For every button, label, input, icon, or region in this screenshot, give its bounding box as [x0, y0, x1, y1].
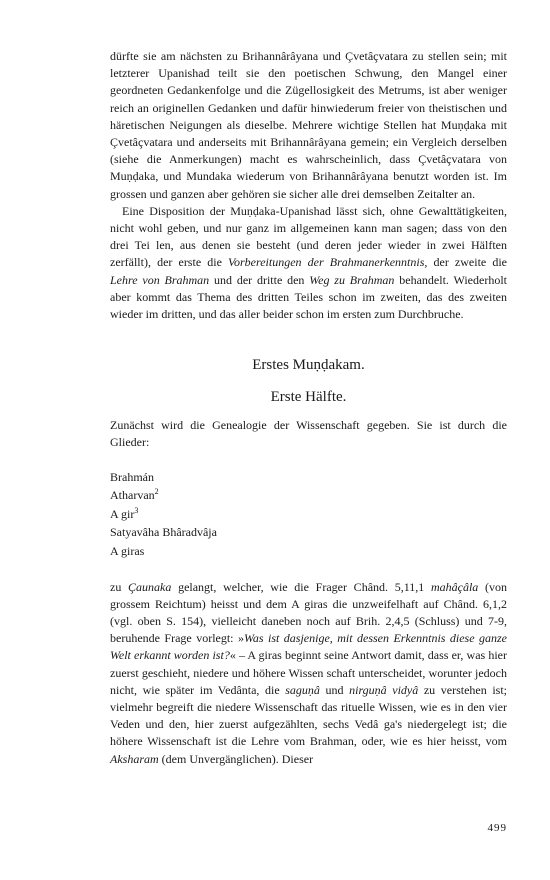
lineage-item — [110, 523, 507, 542]
text-run: gelangt, welcher, wie die Frager Chând. 5,11,1 — [171, 579, 431, 594]
subsection-heading: Erste Hälfte. — [270, 389, 347, 406]
emphasis-text: Vorbereitungen der Brahmanerkenntnis, — [228, 255, 428, 270]
emphasis-text: Weg zu Brahman — [309, 272, 395, 287]
emphasis-text: Aksharam — [110, 751, 159, 766]
paragraph-3 — [110, 579, 507, 768]
lineage-item — [110, 468, 507, 487]
emphasis-text: saguṇâ — [285, 682, 320, 697]
lineage-name: A gir — [110, 506, 135, 521]
lineage-item — [110, 505, 507, 524]
paragraph-1 — [110, 48, 507, 203]
lineage-item — [110, 486, 507, 505]
text-run: und — [319, 682, 350, 697]
emphasis-text: Çaunaka — [128, 579, 172, 594]
text-run: der zweite die — [427, 255, 507, 270]
page-number: 499 — [487, 822, 507, 834]
emphasis-text: Was ist dasjenige, mit dessen Erkenntnis diese ganze Welt erkannt worden ist? — [110, 631, 507, 663]
lineage-list — [110, 468, 507, 561]
text-run: und der dritte den — [209, 272, 310, 287]
text-run: (dem Unvergänglichen). Dieser — [158, 751, 314, 766]
lineage-name: Brahmán — [110, 469, 154, 484]
page-body — [110, 48, 507, 768]
lineage-name: Atharvan — [110, 488, 155, 503]
lineage-name: A giras — [110, 544, 145, 559]
text-run: zu verstehen ist; vielmehr begreift die niedere Wissenschaft das rituelle Wissen, wie es in den vier Veden und den, hier zuerst aufgezählten, sechs Vedâ ga's niedergelegt ist; die höhere Wissenschaft ist die Lehre vom Brahman, oder, wie es hier heisst, vom — [110, 682, 508, 749]
lineage-name: Satyavâha Bhâradvâja — [110, 525, 217, 540]
text-run: « – A giras beginnt seine Antwort damit, dass er, was hier zuerst geschieht, niedere und höhere Wissen schaft unterscheidet, worunter jedoch nicht, wie später im Vedânta, die — [110, 648, 507, 697]
emphasis-text: mahâçâla — [430, 579, 479, 594]
text-run: (von grossem Reichtum) heisst und dem A giras die unzweifelhaft auf Chând. 6,1,2 (vgl. oben S. 154), vielleicht daneben noch auf Brih. 2,4,5 (Schluss) und 7-9, beruhende Frage vorlegt: » — [110, 579, 507, 646]
text-run: Eine Disposition der Muṇḍaka-Upanishad lässt sich, ohne Gewalttätigkeiten, nicht wohl geben, und nur ganz im allgemeinen kann man sagen; dass von den drei Tei len, aus denen sie besteht (und deren jeder wieder in zwei Hälften zerfällt), der erste die — [110, 203, 507, 270]
section-heading: Erstes Muṇḍakam. — [252, 357, 365, 374]
lineage-item — [110, 542, 507, 561]
text-run: dürfte sie am nächsten zu Brihannârâyana und Çvetâçvatara zu stellen sein; mit letzterer Upanishad teilt sie den poetischen Schwung, den Mangel einer geordneten Gedankenfolge und die Zügellosigkeit des Metrums, ist aber weniger reich an originellen Gedanken und dafür hinwiederum freier von theistischen und häretischen Neigungen als dieselbe. Mehrere wichtige Stellen hat Muṇḍaka mit Çvetâçvatara und anderseits mit Brihannârâyana gemein; ein Vergleich derselben (siehe die Anmerkungen) macht es wahrscheinlich, dass Çvetâçvatara von Muṇḍaka, und Mundaka wiederum von Brihannârâyana benutzt worden ist. Im grossen und ganzen aber gehören sie sicher alle drei demselben Zeitalter an. — [110, 49, 507, 201]
emphasis-text: Lehre von Brahman — [110, 272, 210, 287]
paragraph-2 — [110, 203, 507, 323]
text-run: zu — [110, 579, 129, 594]
emphasis-text: nirguṇâ vidyâ — [349, 682, 419, 697]
text-run: behandelt. Wiederholt aber kommt das Thema des dritten Teiles schon im zweiten, das des zweiten wieder im dritten, und das aller beider schon im ersten zum Durchbruche. — [110, 272, 507, 322]
footnote-marker[interactable]: 3 — [134, 505, 139, 515]
intro-paragraph: Zunächst wird die Genealogie der Wissenschaft gegeben. Sie ist durch die Glieder: — [110, 418, 507, 450]
footnote-marker[interactable]: 2 — [154, 487, 159, 497]
